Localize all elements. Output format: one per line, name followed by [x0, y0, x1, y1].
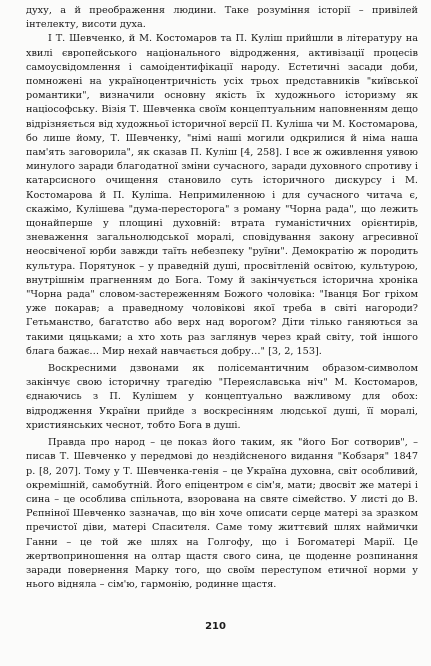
- paragraph-shevchenko-kostomarov-kulish: І Т. Шевченко, й М. Костомаров та П. Куліш прийшли в літературу на хвилі європейського національного відродження, активізації процесів самоусвідомлення і самоідентифікації народу. Естетичні засади доби, помножені на україноцентричність усіх трьох представників "київської романтики", визначили основну якість їх художнього історизму як націософську. Візія Т. Шевченка своїм концептуальним наповненням дещо відрізняється від художньої історичної версії П. Куліша чи М. Костомарова, бо лише йому, Т. Шевченку, "німі наші могили одкрилися й німа наша пам'ять заговорила", як сказав П. Куліш [4, 258]. І все ж оживлення уявою минулого заради благодатної зміни сучасного, заради духовного спротиву і катарсисного очищення становило суть історичного дискурсу і М. Костомарова й П. Куліша. Непримиленною і для сучасного читача є, скажімо, Кулішева "дума-пересторога" з роману "Чорна рада", що лежить щонайперше у площині духовній: втрата гуманістичних орієнтирів, зневаження загальнолюдської моралі, сповідування закону агресивної неосвіченої юрби завжди таїть небезпеку "руїни". Демократію ж породить культура. Порятунок – у праведній душі, просвітленій освітою, культурою, внутрішнім прагненням до Бога. Тому й закінчується історична хроніка "Чорна рада" словом-застереженням Божого чоловіка: "Іванця Бог гріхом уже покарав; а праведному чоловікові якої треба в світі нагороди? Гетьманство, багатство або верх над ворогом? Діти тілько ганяються за такими цяцьками; а хто хоть раз заглянув через край світу, той іншого блага бажає… Мир нехай навчається добру…" [3, 2, 153].: [26, 33, 418, 357]
- page-number: 210: [205, 621, 226, 632]
- paragraph-kobzar-preface: Правда про народ – це показ його таким, як "його Бог сотворив", – писав Т. Шевченко у передмові до нездійсненого видання "Кобзаря" 1847 р. [8, 207]. Тому у Т. Шевченка-генія – це Україна духовна, світ особливий, окремішній, самобутній. Його епіцентром є сім'я, мати; двосвіт же матері і сина – це особлива спільнота, взорована на святе сімейство. У листі до В. Рєпніної Шевченко зазначав, що він хоче описати серце матері за зразком пречистої діви, матері Спасителя. Саме тому життєвий шлях наймички Ганни – це той же шлях на Голгофу, що і Богоматері Марії. Це жертвоприношення на олтар щастя свого сина, це щоденне розпинання заради повернення Марку того, що своїм переступом етичної норми у нього відняла – сім'ю, гармонію, родинне щастя.: [26, 437, 418, 591]
- paragraph-pereiaslavska-nich: Воскресними дзвонами як полісемантичним образом-символом закінчує свою історичну трагедію "Переяславська ніч" М. Костомаров, єднаючись з П. Кулішем у концептуально важливому для обох: відродження України прийде з воскресінням людської душі, її моралі, християнських чеснот, тобто Бога в душі.: [26, 363, 418, 431]
- page-body-text: [26, 4, 418, 592]
- paragraph-continuation: духу, а й преображення людини. Таке розуміння історії – привілей інтелекту, висоти духа.: [26, 5, 418, 31]
